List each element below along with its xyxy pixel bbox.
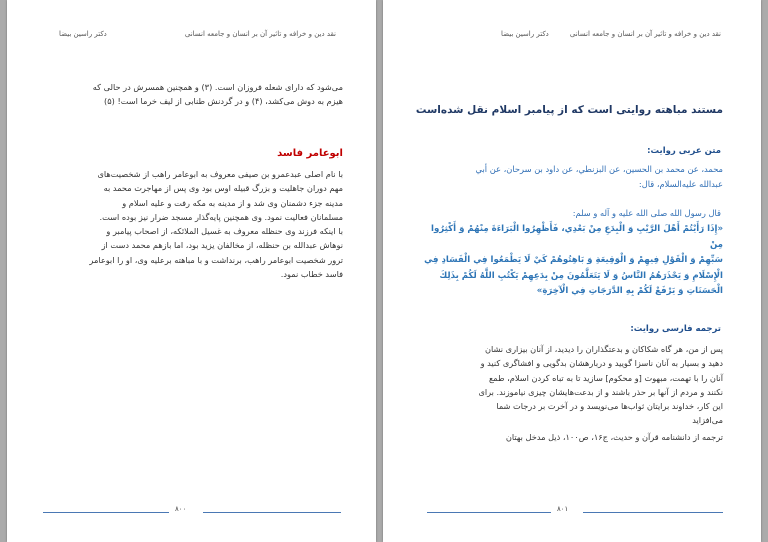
text-line: عبدالله عليه‌السلام، قال:: [638, 178, 723, 189]
header-book-title: نقد دین و خرافه و تاثیر آن بر انسان و جامعه انسانی: [184, 30, 336, 38]
arabic-text-label: متن عربی روایت:: [647, 146, 721, 156]
text-line: «إِذَا رَأَيْتُمْ أَهْلَ الرَّيْبِ وَ الْبِدَعِ مِنْ بَعْدِي، فَأَظْهِرُوا الْبَرَاءَةَ مِنْهُمْ وَ أَكْثِرُوا مِنْ: [431, 224, 723, 250]
intro-paragraph: [47, 80, 343, 109]
text-line: الْحَسَنَاتِ وَ يَرْفَعْ لَكُمْ بِهِ الدَّرَجَاتِ فِي الْآخِرَةِ»: [536, 286, 723, 296]
section-title: ابوعامر فاسد: [277, 148, 343, 159]
left-page: [7, 0, 376, 542]
section-title: مستند مباهته روایتی است که از پیامبر اسلام نقل شده‌است: [415, 104, 723, 116]
text-line: محمد، عن محمد بن الحسين، عن البزنطي، عن داود بن سرحان، عن أبي: [475, 164, 723, 174]
footer-rule-right: [583, 512, 723, 513]
header-author: دکتر راسین بیضا: [59, 30, 107, 38]
text-line: مهم دوران جاهلیت و بزرگ قبیله اوس بود وی پس از مهاجرت محمد به: [103, 183, 343, 194]
text-line: نکنند و مردم از آنها بر حذر باشند و از بدعت‌هایشان چیزی نیاموزند. برای: [478, 386, 723, 397]
text-line: سَبِّهِمْ وَ الْقَوْلِ فِيهِمْ وَ الْوَقِيعَةِ وَ بَاهِتُوهُمْ كَيْ لَا يَطْمَعُوا فِي الْفَسَادِ فِي: [424, 255, 723, 265]
hadith-text: [417, 222, 723, 300]
body-paragraph: [47, 167, 343, 281]
text-line: الْإِسْلَامِ وَ يَحْذَرَهُمُ النَّاسُ وَ لَا يَتَعَلَّمُونَ مِنْ بِدَعِهِمْ يَكْتُبِ اللَّهُ لَكُمْ بِذَلِكَ: [439, 270, 723, 281]
quote-intro: قال رسول الله صلى الله عليه و آله و سلم:: [572, 208, 721, 218]
header-book-title: نقد دین و خرافه و تاثیر آن بر انسان و جامعه انسانی: [569, 30, 721, 38]
text-line: پس از من، هر گاه شکاکان و بدعتگذاران را دیدید، از آنان بیزاری نشان: [484, 344, 723, 354]
page-number: ۸۰۰: [175, 505, 187, 513]
text-line: می‌شود که دارای شعله فروزان است. (۳) و همچنین همسرش در حالی که: [92, 82, 343, 92]
footer-rule-right: [203, 512, 341, 513]
text-line: این کار، خداوند برایتان ثواب‌ها می‌نویسد و در آخرت بر درجات شما: [496, 401, 723, 412]
translation-source: ترجمه از دانشنامه قرآن و حدیث، ج۱۶، ص۱۰۰، ذیل مدخل بهتان: [505, 432, 723, 442]
right-page: [383, 0, 761, 542]
persian-translation-label: ترجمه فارسی روایت:: [630, 324, 721, 334]
persian-translation: [419, 342, 723, 428]
text-line: می‌افزاید: [692, 415, 723, 426]
text-line: دهید و بسیار به آنان ناسزا گویید و دربارهشان بدگویی و افشاگری کنید و: [480, 358, 723, 369]
narration-chain: [417, 162, 723, 191]
text-line: نوهاش عبدالله بن حنظله، از مخالفان یزید بود، اما بازهم محمد دست از: [101, 240, 343, 251]
footer-rule-left: [427, 512, 551, 513]
footer-rule-left: [43, 512, 169, 513]
text-line: مدینه جزء دشمنان وی شد و از مدینه به مکه رفت و علیه اسلام و: [122, 197, 343, 208]
text-line: فاسد خطاب نمود.: [280, 269, 343, 280]
text-line: با نام اصلی عبدعمرو بن صیفی معروف به ابوعامر راهب از شخصیت‌های: [97, 169, 343, 179]
text-line: هیزم به دوش می‌کشد، (۴) و در گردنش طنابی از لیف خرما است! (۵): [104, 96, 343, 107]
page-number: ۸۰۱: [557, 505, 569, 513]
text-line: ترور شخصیت ابوعامر راهب، برنداشت و با مباهته برعلیه وی، او را ابوعامر: [89, 254, 343, 265]
text-line: مسلمانان فعالیت نمود. وی همچنین پایه‌گذار مسجد ضرار نیز بوده است.: [99, 211, 343, 222]
text-line: آنان را با تهمت، مبهوت [و محکوم] سازید تا به تباه کردن اسلام، طمع: [488, 372, 723, 383]
text-line: با اینکه فرزند وی حنظله معروف به غسیل الملائکه، از اصحاب پیامبر و: [106, 226, 343, 237]
header-author: دکتر راسین بیضا: [501, 30, 549, 38]
